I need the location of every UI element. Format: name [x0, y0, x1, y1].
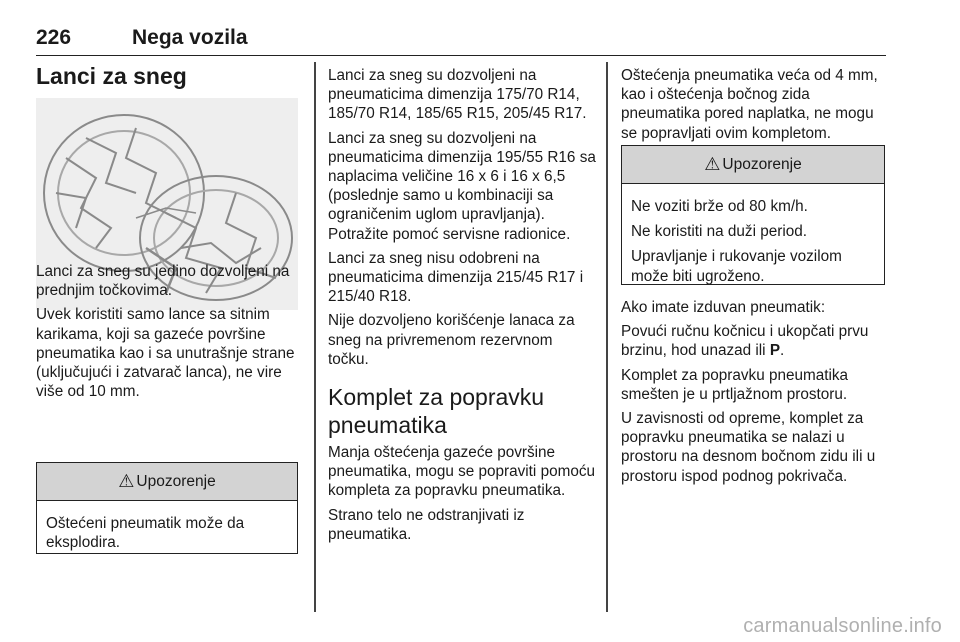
paragraph: Manja oštećenja gazeće površine pneumatika, mogu se popraviti pomoću kompleta za popravku pneumatika. [328, 444, 595, 500]
warning-body [37, 501, 297, 567]
paragraph: Oštećenja pneumatika veća od 4 mm, kao i oštećenja bočnog zida pneumatika pored naplatka, ne mogu se popravljati ovim kompletom. [621, 67, 878, 142]
column-divider-1 [314, 62, 316, 612]
warning-box-tire [36, 462, 298, 554]
paragraph: Nije dozvoljeno korišćenje lanaca za sneg na privremenom rezervnom točku. [328, 312, 575, 368]
warning-line: Upravljanje i rukovanje vozilom može biti ugroženo. [631, 248, 842, 285]
paragraph: Lanci za sneg nisu odobreni na pneumaticima dimenzija 215/45 R17 i 215/40 R18. [328, 249, 584, 306]
page-header [36, 26, 886, 56]
warning-header [37, 463, 297, 501]
section-title-snow-chains: Lanci za sneg [36, 63, 187, 89]
gear-p-label: P [769, 342, 781, 360]
section-title-repair-kit: Komplet za popravku pneumatika [328, 384, 545, 439]
warning-header [622, 146, 884, 184]
warning-body [622, 184, 884, 301]
column-divider-2 [606, 62, 608, 612]
chapter-title: Nega vozila [132, 26, 248, 49]
watermark: carmanualsonline.info [743, 615, 942, 637]
page-number: 226 [36, 26, 72, 49]
warning-line: Oštećeni pneumatik može da eksplodira. [46, 515, 245, 552]
paragraph: Strano telo ne odstranjivati iz pneumatika. [328, 506, 525, 543]
paragraph: Lanci za sneg su jedino dozvoljeni na prednjim točkovima. [36, 263, 290, 300]
warning-line: Ne koristiti na duži period. [631, 223, 807, 241]
warning-line: Ne voziti brže od 80 km/h. [631, 198, 808, 215]
column-3 [621, 66, 893, 148]
paragraph: Lanci za sneg su dozvoljeni na pneumaticima dimenzija 175/70 R14, 185/70 R14, 185/65 R15, 205/45 R17. [328, 67, 587, 123]
paragraph: Povući ručnu kočnicu i ukopčati prvu brzinu, hod unazad ili P. [621, 323, 869, 360]
paragraph: U zavisnosti od opreme, komplet za popravku pneumatika se nalazi u prostoru na desnom bočnom zidu ili u prostoru ispod podnog pokrivača. [621, 410, 876, 485]
column-1-text [36, 262, 302, 406]
warning-box-driving [621, 145, 885, 285]
warning-triangle-icon: ⚠ [118, 471, 135, 491]
paragraph: Ako imate izduvan pneumatik: [621, 299, 826, 316]
column-3-text [621, 298, 893, 491]
warning-triangle-icon: ⚠ [704, 154, 721, 174]
paragraph: Uvek koristiti samo lance sa sitnim karikama, koji sa gazeće površine pneumatika kao i sa unutrašnje strane (uključujući i zatvarač lanca), ne vire više od 10 mm. [36, 306, 295, 401]
paragraph: Komplet za popravku pneumatika smešten je u prtljažnom prostoru. [621, 366, 849, 403]
column-2 [328, 66, 596, 549]
warning-title: Upozorenje [136, 472, 216, 490]
column-1 [36, 62, 302, 90]
warning-title: Upozorenje [722, 155, 802, 173]
paragraph: Lanci za sneg su dozvoljeni na pneumaticima dimenzija 195/55 R16 sa naplacima veličine 16 x 6 i 16 x 6,5 (poslednje samo u kombinaciji sa ograničenim uglom upravljanja). Potražite pomoć servisne radionice. [328, 129, 596, 243]
